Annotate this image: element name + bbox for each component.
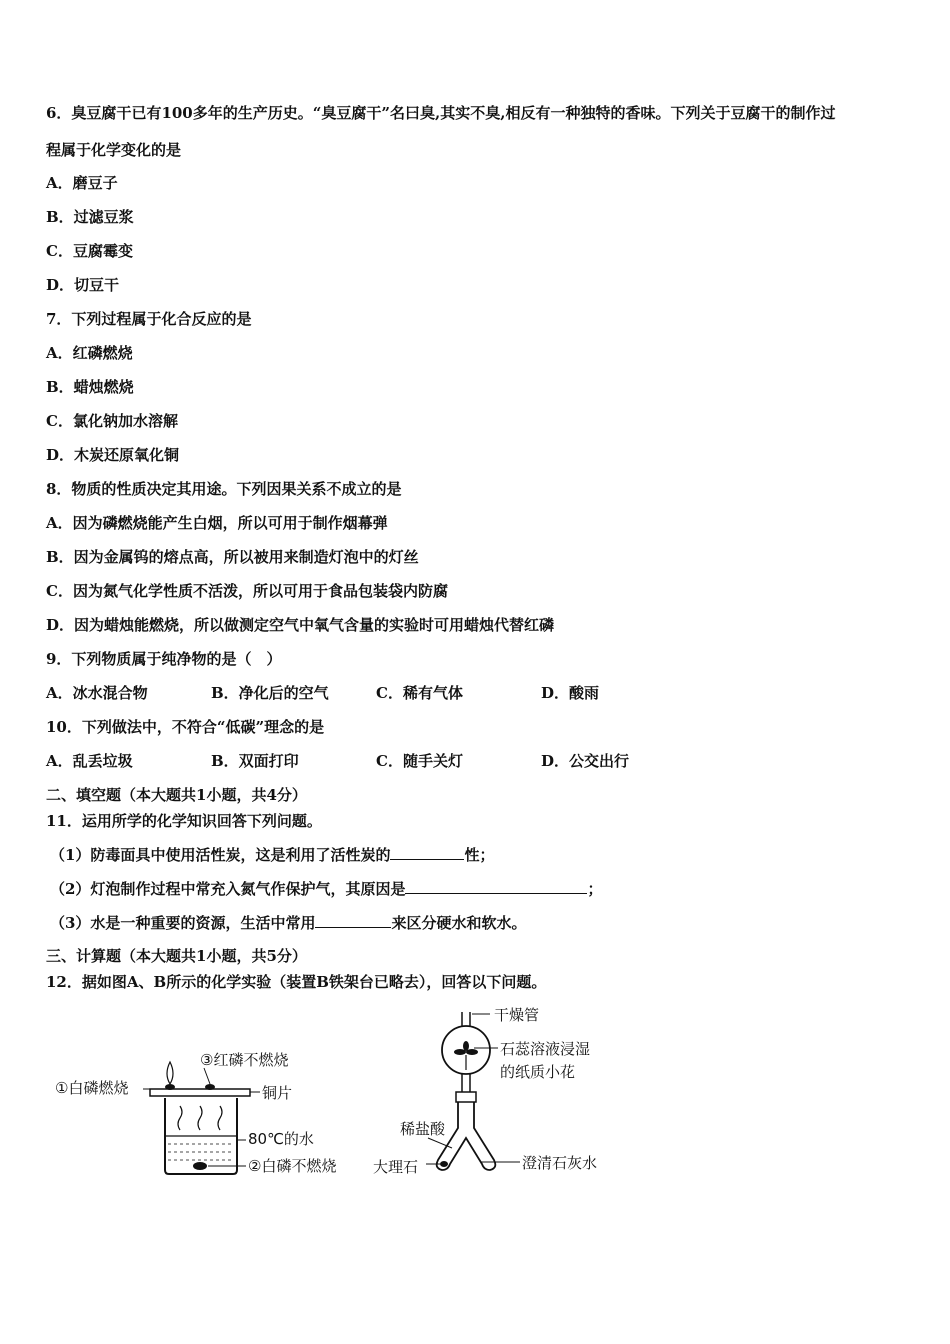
section-heading-calculation: 三、计算题（本大题共1小题，共5分） [46, 947, 307, 965]
q11-part1-blank[interactable] [390, 845, 464, 860]
q9-option-d: D．酸雨 [541, 684, 600, 702]
q7-stem: 7．下列过程属于化合反应的是 [46, 310, 252, 328]
q8-option-b: B．因为金属钨的熔点高，所以被用来制造灯泡中的灯丝 [46, 548, 419, 566]
q11-part3-suffix: 来区分硬水和软水。 [391, 914, 527, 932]
q8-stem: 8．物质的性质决定其用途。下列因果关系不成立的是 [46, 480, 402, 498]
q6-option-d: D．切豆干 [46, 276, 120, 294]
q12-stem: 12．据如图A、B所示的化学实验（装置B铁架台已略去），回答以下问题。 [46, 973, 547, 991]
q8-option-c: C．因为氮气化学性质不活泼，所以可用于食品包装袋内防腐 [46, 582, 448, 600]
q9-option-b: B．净化后的空气 [211, 684, 329, 702]
steam-lines [178, 1106, 222, 1130]
q7-option-a: A．红磷燃烧 [46, 344, 133, 362]
q11-part2-blank[interactable] [405, 879, 587, 894]
label-hot-water: 80℃的水 [248, 1130, 314, 1148]
q11-part1 [50, 845, 494, 864]
red-phosphorus [205, 1084, 215, 1090]
marble-chip [440, 1161, 448, 1167]
copper-plate [150, 1089, 250, 1096]
q9-option-c: C．稀有气体 [376, 684, 463, 702]
label-copper-plate: 铜片 [262, 1084, 293, 1102]
y-shaped-tube [437, 1102, 496, 1170]
q11-part2-suffix: ； [587, 880, 603, 898]
q9-option-a: A．冰水混合物 [46, 684, 148, 702]
q6-option-b: B．过滤豆浆 [46, 208, 134, 226]
label-red-phosphorus: ③红磷不燃烧 [200, 1051, 289, 1069]
q7-option-b: B．蜡烛燃烧 [46, 378, 134, 396]
q6-option-a: A．磨豆子 [46, 174, 118, 192]
label-litmus-line2: 的纸质小花 [500, 1063, 576, 1081]
q11-part2 [50, 879, 602, 898]
q11-part3-text: （3）水是一种重要的资源，生活中常用 [50, 914, 316, 932]
q11-part1-suffix: 性； [464, 846, 495, 864]
q11-part2-text: （2）灯泡制作过程中常充入氮气作保护气，其原因是 [50, 880, 406, 898]
q11-stem: 11．运用所学的化学知识回答下列问题。 [46, 812, 322, 830]
q11-part3 [50, 913, 526, 932]
q7-option-c: C．氯化钠加水溶解 [46, 412, 178, 430]
q10-option-a: A．乱丢垃圾 [46, 752, 133, 770]
water-hatch [168, 1144, 234, 1160]
label-litmus-line1: 石蕊溶液浸湿 [500, 1040, 591, 1058]
white-phosphorus-underwater [193, 1162, 207, 1170]
label-white-phosphorus-burning: ①白磷燃烧 [55, 1079, 129, 1097]
q7-option-d: D．木炭还原氧化铜 [46, 446, 180, 464]
q10-option-d: D．公交出行 [541, 752, 630, 770]
q11-part1-text: （1）防毒面具中使用活性炭，这是利用了活性炭的 [50, 846, 391, 864]
q6-stem-line1: 6．臭豆腐干已有100多年的生产历史。“臭豆腐干”名曰臭,其实不臭,相反有一种独特的香味。下列关于豆腐干的制作过 [46, 104, 836, 122]
q10-option-b: B．双面打印 [211, 752, 299, 770]
q8-option-a: A．因为磷燃烧能产生白烟，所以可用于制作烟幕弹 [46, 514, 388, 532]
q6-stem-line2: 程属于化学变化的是 [46, 141, 182, 159]
q8-option-d: D．因为蜡烛能燃烧，所以做测定空气中氧气含量的实验时可用蜡烛代替红磷 [46, 616, 555, 634]
label-marble: 大理石 [373, 1158, 419, 1176]
q10-option-c: C．随手关灯 [376, 752, 463, 770]
figure-b-co2-apparatus [368, 1000, 630, 1190]
q10-stem: 10．下列做法中，不符合“低碳”理念的是 [46, 718, 325, 736]
q11-part3-blank[interactable] [315, 913, 391, 928]
label-limewater: 澄清石灰水 [522, 1154, 598, 1172]
stopper [456, 1092, 476, 1102]
figure-a-leader-lines [143, 1068, 260, 1166]
label-white-phosphorus-not-burning: ②白磷不燃烧 [248, 1157, 337, 1175]
label-dilute-hcl: 稀盐酸 [400, 1120, 446, 1138]
figure-a-combustion-apparatus [50, 1040, 350, 1180]
q6-option-c: C．豆腐霉变 [46, 242, 133, 260]
label-drying-tube: 干燥管 [494, 1006, 540, 1024]
section-heading-fill-in: 二、填空题（本大题共1小题，共4分） [46, 786, 307, 804]
flame [167, 1062, 173, 1084]
q9-stem: 9．下列物质属于纯净物的是（ ） [46, 650, 282, 668]
